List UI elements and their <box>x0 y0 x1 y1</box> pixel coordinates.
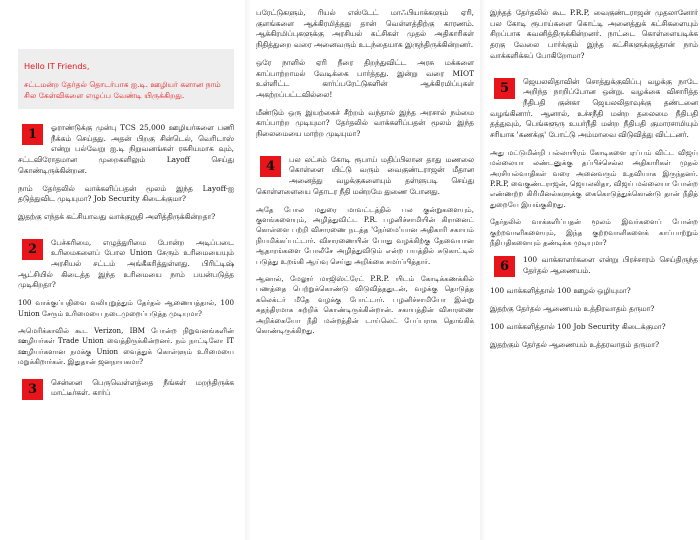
section-number-badge: 4 <box>260 156 281 177</box>
fold-shadow-left <box>245 0 251 540</box>
right-paragraph-7: இதற்கும் தேர்தல் ஆணையம் உத்தரவாதம் தருமா? <box>490 339 660 349</box>
middle-paragraph-4: அதே போல மதுரை மாவட்டத்தில் பல குன்றுகளையும், குளங்களையும், அழித்துவிட்ட P.R. பழனிச்சாமியின் கிரானைட் கொள்ளை பற்றி விசாரணை நடத்த 'நேர்மை'யான அதிகாரி சகாயம் நியமிக்கப்பட்டார். விசாரணையின் போது வழக்கிற்கு தேவையான ஆதாரங்களை போலீசே அழித்துவிடும் என்ற பயத்தில் சுடுகாட்டில் படுத்து உறங்கி ஆய்வு செய்து அறிக்கை சமர்ப்பித்தார். <box>256 204 474 266</box>
section-1-paragraph-2: நாம் தேர்தலில் வாக்களிப்பதன் மூலம் இந்த Layoff-ஐ தடுத்துவிட முடியுமா? Job Security கிடைக்குமா? <box>18 183 234 204</box>
right-paragraph-2: அது மட்டுமின்றி பல்லாயிரம் கோடிகளை ஏப்பம் விட்ட விஜய் மல்லையா லண்டனுக்கு தப்பிச்செல்ல அதிகாரிகள் முதல் அரசியல்வாதிகள் வரை அனைவரும் உதவியாக இருந்தனர். P.R.P, வைகுண்டராஜன், ஜெயலலிதா, விஜய் மல்லையா போன்ற எண்ணற்ற கிரிமினல்களுக்கு கைகொடுத்துக்கொண்டு தான் நீதித் துறையே இயங்குகிறது. <box>490 147 698 209</box>
section-4 <box>256 155 474 198</box>
intro-box <box>18 49 234 109</box>
section-2-text: பேச்சுரிமை, எழுத்துரிமை போன்ற அடிப்படை உரிமைகளைப் போல Union சேரும் உரிமையையும் அரசியல் சட்டம் அங்கீகரித்துள்ளது. பிரிட்டிஷ் ஆட்சியில் கிடைத்த இந்த உரிமையை நாம் பயன்படுத்த முடிகிறதா? <box>18 237 234 290</box>
section-1 <box>18 123 234 177</box>
section-5-text: ஜெயலலிதாவின் சொத்துக்குவிப்பு வழக்கு நாடே அறிந்த நாறிப்போன ஒன்று. வழக்கை விசாரித்த நீதிபதி குன்கா ஜெயலலிதாவுக்கு தண்டனை வழங்கினார். ஆனால், உச்சநீதி மன்ற தலைமை நீதிபதி தத்துவும், பெங்களூரு உயர்நீதி மன்ற நீதிபதி குமாரசாமியும் சரியாக 'கணக்கு' போட்டு அம்மாவை விடுவித்து விட்டனர். <box>490 76 698 140</box>
right-paragraph-1: இந்தத் தேர்தலில் கூட P.R.P, வைகுண்டராஜன் முதலானோர் பல கோடி ரூபாய்களை கொட்டி அனைத்துக் கட்சிகளையும் சிறப்பாக கவனித்திருக்கின்றனர். நாட்டை கொள்ளையடிக்க தரகு வேலை பார்க்கும் இந்த கட்சிகளுக்குத்தான் நாம் வாக்களிக்கப் போகிறோமா? <box>490 8 698 60</box>
right-paragraph-3: தேர்தலில் வாக்களிப்பதன் மூலம் இவர்களைப் போன்ற குற்றவாளிகளையும், இந்த குற்றவாளிகளைக் காப்பாற்றும் நீதிபதிகளையும் தண்டிக்க முடியுமா? <box>490 217 698 247</box>
section-number-badge: 3 <box>22 379 43 400</box>
column-left <box>18 0 234 540</box>
section-6-text: 100 வாக்காளர்களை என்று பிரச்சாரம் செய்திருந்த தேர்தல் ஆணையம். <box>523 255 698 276</box>
section-number-badge: 2 <box>22 239 43 260</box>
section-number-badge: 5 <box>494 78 515 99</box>
section-4-text: பல லட்சம் கோடி ரூபாய் மதிப்பிலான தாது மணலை கொள்ளை யிட்டு வரும் வைகுண்டராஜன் மீதான அனைத்து வழக்குகளையும் தள்ளுபடி செய்து கொள்ளளையை தொடர நீதி மன்றமே துணை போனது. <box>256 154 474 196</box>
section-2 <box>18 238 234 292</box>
column-right <box>490 0 698 540</box>
right-paragraph-4: 100 வாக்களித்தால் 100 ஊழல் ஒழியுமா? <box>490 286 631 296</box>
section-2-paragraph-2: 100 வாக்குப்பதிவை வலியுறுத்தும் தேர்தல் ஆணையத்தால், 100 Union சேரும் உரிமையை நடைமுறைப்படுத்த முடியுமா? <box>18 298 234 318</box>
section-number-badge: 6 <box>494 256 515 277</box>
middle-paragraph-5: ஆனால், மேலூர் மாஜிஸ்ட்ரேட் P.R.P. யிடம் கோடிக்கணக்கில் பணத்தை பெற்றுக்கொண்டு விடுவித்ததுடன், வழக்கு தொடுத்த கலெக்டர் மீதே வழக்கு போட்டார். பழனிச்சாமியோ இன்று சுதந்திரமாக சுற்றிக் கொண்டிருக்கின்றான். சகாயத்தின் விசாரணை அறிக்கையோ நீதி மன்றத்தின் டாய்லெட் பேப்பராக தொங்கிக் கொண்டிருக்கிறது. <box>256 273 474 336</box>
section-5 <box>490 77 698 141</box>
section-number-badge: 1 <box>22 124 43 145</box>
section-1-text: ஓராண்டுக்கு முன்பு TCS 25,000 ஊழியர்களை பணி நீக்கம் செய்தது. அதன் பிறகு சின்டெல், வெரிடாஸ் என்று பல்வேறு ஐ.டி நிறுவனங்கள் ரகசியமாக வும், சட்டவிரோதமான முறைகளிலும் Layoff செய்து கொண்டிருக்கின்றன. <box>18 123 234 175</box>
section-3-text: சென்னை பெருவெள்ளத்தை நீங்கள் மறந்திருக்க மாட்டீர்கள். கார்ப் <box>51 377 234 398</box>
section-3 <box>18 378 234 402</box>
middle-paragraph-2: ஒரே நாளில் ஏரி நீரை திறந்துவிட்ட அரசு மக்களை காப்பாற்றாமல் வேடிக்கை பார்த்தது. இன்று வரை MIOT உள்ளிட்ட கார்ப்பரேட்டுகளின் ஆக்கிரமிப்புகள் அகற்றப்பட்டவில்லை! <box>256 57 474 99</box>
middle-paragraph-1: பரேட்டுகளும், ரியல் எஸ்டேட் மாஃபியாக்களும் ஏரி, குளங்களை ஆக்கிரமித்தது தான் வெள்ளத்திற்கு காரணம். ஆக்கிரமிப்புகளுக்கு அரசியல் கட்சிகள் முதல் அதிகாரிகள் நிதித்துறை வரை அனைவரும் உடந்தையாக இருந்திருக்கின்றனர். <box>256 8 474 50</box>
right-paragraph-5: இதற்கு தேர்தல் ஆணையம் உத்திரவாதம் தருமா? <box>490 304 655 314</box>
section-1-paragraph-3: இதற்கு எந்தக் கட்சியாவது வாக்குறுதி அளித்திருக்கின்றதா? <box>18 211 216 221</box>
intro-greeting: Hello IT Friends, <box>24 61 90 71</box>
middle-paragraph-3: மீண்டும் ஒரு இயற்கைச் சீற்றம் வந்தால் இந்த அரசால் நம்மை காப்பாற்ற முடியுமா? தேர்தலில் வாக்களிப்பதன் மூலம் இந்த நிலைமையை மாற்ற முடியுமா? <box>256 107 474 139</box>
fold-shadow-right <box>480 0 486 540</box>
section-2-paragraph-3: அமெரிக்காவில் கூட Verizon, IBM போன்ற நிறுவனங்களின் ஊழியர்கள் Trade Union வைத்திருக்கின்றனர். நம் நாட்டிலோ IT ஊழியர்களான நமக்கு Union வைத்துக் கொள்ளும் உரிமையை மறுக்கிறார்கள். இதுதான் ஜனநாயகமா? <box>18 325 234 367</box>
section-6 <box>490 255 698 279</box>
intro-text: சட்டமன்ற தேர்தல் தொடர்பாக ஐ.டி. ஊழியர் களான நாம் சில கேள்விகளை எழுப்ப வேண்டி யிருக்கிறது. <box>24 80 221 100</box>
right-paragraph-6: 100 வாக்களித்தால் 100 Job Security கிடைக்குமா? <box>490 321 666 331</box>
column-middle <box>256 0 474 540</box>
